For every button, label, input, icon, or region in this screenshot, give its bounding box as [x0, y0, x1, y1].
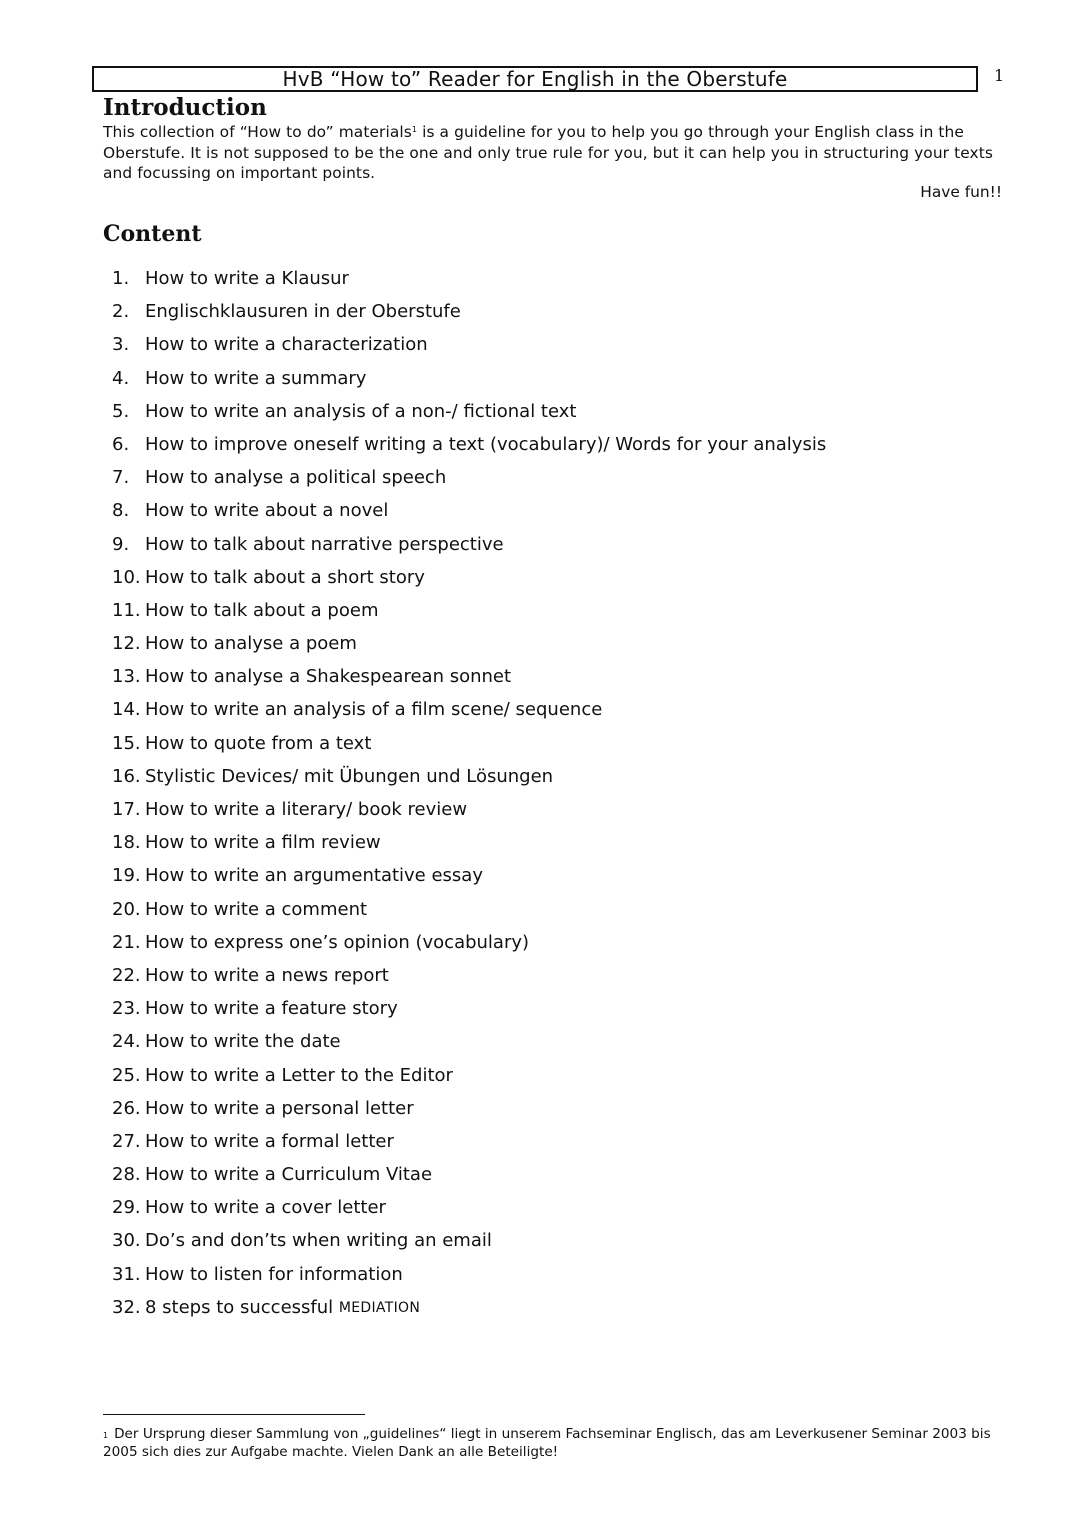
footnote-text: Der Ursprung dieser Sammlung von „guidelines“ liegt in unserem Fachseminar Englisch, das am Leverkusener Seminar 2003 bis 2005 sich dies zur Aufgabe machte. Vielen Dank an alle Beteiligte! [103, 1426, 991, 1460]
toc-item-number: 27. [112, 1130, 141, 1152]
toc-item[interactable] [112, 664, 826, 697]
toc-item-number: 30. [112, 1230, 141, 1252]
toc-item[interactable] [112, 897, 826, 930]
toc-item[interactable] [112, 598, 826, 631]
toc-item-text: How to analyse a Shakespearean sonnet [145, 666, 512, 688]
toc-item-text: How to write a cover letter [145, 1197, 386, 1219]
toc-item-small-caps: MEDIATION [338, 1299, 421, 1316]
toc-item[interactable] [112, 631, 826, 664]
footnote-marker[interactable]: 1 [411, 125, 418, 134]
toc-item-number: 32. [112, 1296, 141, 1318]
introduction-heading: Introduction [103, 94, 267, 121]
toc-item-text: How to write a formal letter [145, 1130, 394, 1152]
toc-item-number: 14. [112, 699, 141, 721]
introduction-text [103, 122, 1003, 184]
toc-item-number: 31. [112, 1263, 141, 1285]
toc-item[interactable] [112, 996, 826, 1029]
toc-item-text: How to analyse a political speech [145, 467, 447, 489]
toc-item[interactable] [112, 764, 826, 797]
toc-item-number: 20. [112, 898, 141, 920]
toc-item-number: 4. [112, 367, 130, 389]
toc-item[interactable] [112, 1029, 826, 1062]
toc-item-text: Do’s and don’ts when writing an email [145, 1230, 492, 1252]
toc-item-text: Stylistic Devices/ mit Übungen und Lösungen [145, 765, 554, 787]
toc-item-number: 3. [112, 334, 130, 356]
toc-item[interactable] [112, 1063, 826, 1096]
toc-item-number: 12. [112, 633, 141, 655]
toc-item-text: How to quote from a text [145, 732, 372, 754]
toc-item-number: 26. [112, 1097, 141, 1119]
toc-item-number: 17. [112, 799, 141, 820]
toc-item[interactable] [112, 399, 826, 432]
toc-item-number: 6. [112, 433, 130, 455]
toc-item[interactable] [112, 797, 826, 830]
toc-item[interactable] [112, 1228, 826, 1261]
content-heading: Content [103, 221, 202, 247]
toc-item-text: How to analyse a poem [145, 633, 357, 655]
toc-item-number: 19. [112, 865, 141, 887]
table-of-contents [112, 266, 826, 1328]
toc-item-number: 9. [112, 533, 130, 555]
toc-item[interactable] [112, 697, 826, 730]
toc-item[interactable] [112, 1129, 826, 1162]
header-title: HvB “How to” Reader for English in the Oberstufe [282, 67, 788, 91]
toc-item[interactable] [112, 1195, 826, 1228]
toc-item-number: 18. [112, 832, 141, 854]
toc-item-number: 25. [112, 1064, 141, 1086]
toc-item-number: 28. [112, 1164, 141, 1186]
footnote-divider [103, 1414, 365, 1415]
toc-item-text: How to write an analysis of a non-/ fictional text [145, 400, 577, 422]
footnote-number: 1 [103, 1431, 109, 1440]
toc-item-number: 7. [112, 467, 130, 489]
sign-off: Have fun!! [920, 183, 1002, 201]
toc-item-number: 21. [112, 931, 141, 953]
toc-item-text: How to talk about narrative perspective [145, 533, 504, 555]
toc-item-text: How to write an analysis of a film scene/ sequence [145, 699, 603, 721]
toc-item-text: How to write a news report [145, 964, 389, 986]
toc-item-text: How to write a comment [145, 898, 368, 920]
toc-item-number: 29. [112, 1197, 141, 1219]
toc-item-text: How to write a film review [145, 832, 381, 854]
toc-item[interactable] [112, 532, 826, 565]
toc-item-text: How to listen for information [145, 1263, 403, 1285]
toc-item-text: How to write a Curriculum Vitae [145, 1164, 433, 1186]
toc-item-text: How to write a literary/ book review [145, 799, 468, 820]
toc-item[interactable] [112, 863, 826, 896]
toc-item-number: 11. [112, 599, 141, 621]
toc-item-text: How to write a feature story [145, 998, 398, 1020]
intro-text-part-2: is a guideline for you to help you go through your English class in the Oberstufe. It is not supposed to be the one and only true rule for you, but it can help you in structuring your texts and focussing on important points. [103, 123, 993, 182]
toc-item[interactable] [112, 498, 826, 531]
toc-item-text: Englischklausuren in der Oberstufe [145, 301, 461, 323]
toc-item-text: How to write a Klausur [145, 268, 349, 289]
toc-item-text: How to write an argumentative essay [145, 865, 483, 887]
toc-item[interactable] [112, 299, 826, 332]
toc-item[interactable] [112, 1162, 826, 1195]
toc-item-number: 5. [112, 400, 130, 422]
toc-item-text: How to write a Letter to the Editor [145, 1064, 453, 1086]
toc-item[interactable] [112, 1295, 826, 1328]
toc-item[interactable] [112, 930, 826, 963]
toc-item[interactable] [112, 1096, 826, 1129]
toc-item-number: 2. [112, 301, 130, 323]
toc-item-text: How to write a personal letter [145, 1097, 414, 1119]
toc-item-number: 1. [112, 268, 130, 289]
toc-item-number: 23. [112, 998, 141, 1020]
intro-text-part-1: This collection of “How to do” materials [103, 123, 412, 141]
toc-item-text: How to express one’s opinion (vocabulary) [145, 931, 530, 953]
toc-item[interactable] [112, 432, 826, 465]
toc-item-number: 10. [112, 566, 141, 588]
toc-item[interactable] [112, 266, 826, 299]
toc-item[interactable] [112, 731, 826, 764]
toc-item-number: 8. [112, 500, 130, 522]
toc-item-text: How to improve oneself writing a text (vocabulary)/ Words for your analysis [145, 433, 827, 455]
toc-item-number: 22. [112, 964, 141, 986]
page-header [92, 66, 978, 92]
toc-item[interactable] [112, 332, 826, 365]
toc-item[interactable] [112, 1262, 826, 1295]
toc-item-text: How to talk about a poem [145, 599, 379, 621]
toc-item[interactable] [112, 465, 826, 498]
toc-item[interactable] [112, 830, 826, 863]
page-number: 1 [994, 66, 1005, 85]
toc-item-text: How to write the date [145, 1031, 341, 1053]
toc-item-text: How to write a summary [145, 367, 367, 389]
toc-item-text: How to write a characterization [145, 334, 428, 356]
footnote [103, 1426, 1003, 1461]
toc-item-text: 8 steps to successful [145, 1296, 339, 1318]
toc-item-number: 24. [112, 1031, 141, 1053]
toc-item-number: 16. [112, 765, 141, 787]
toc-item[interactable] [112, 963, 826, 996]
toc-item[interactable] [112, 565, 826, 598]
toc-item[interactable] [112, 366, 826, 399]
toc-item-number: 15. [112, 732, 141, 754]
toc-item-number: 13. [112, 666, 141, 688]
toc-item-text: How to talk about a short story [145, 566, 425, 588]
toc-item-text: How to write about a novel [145, 500, 389, 522]
